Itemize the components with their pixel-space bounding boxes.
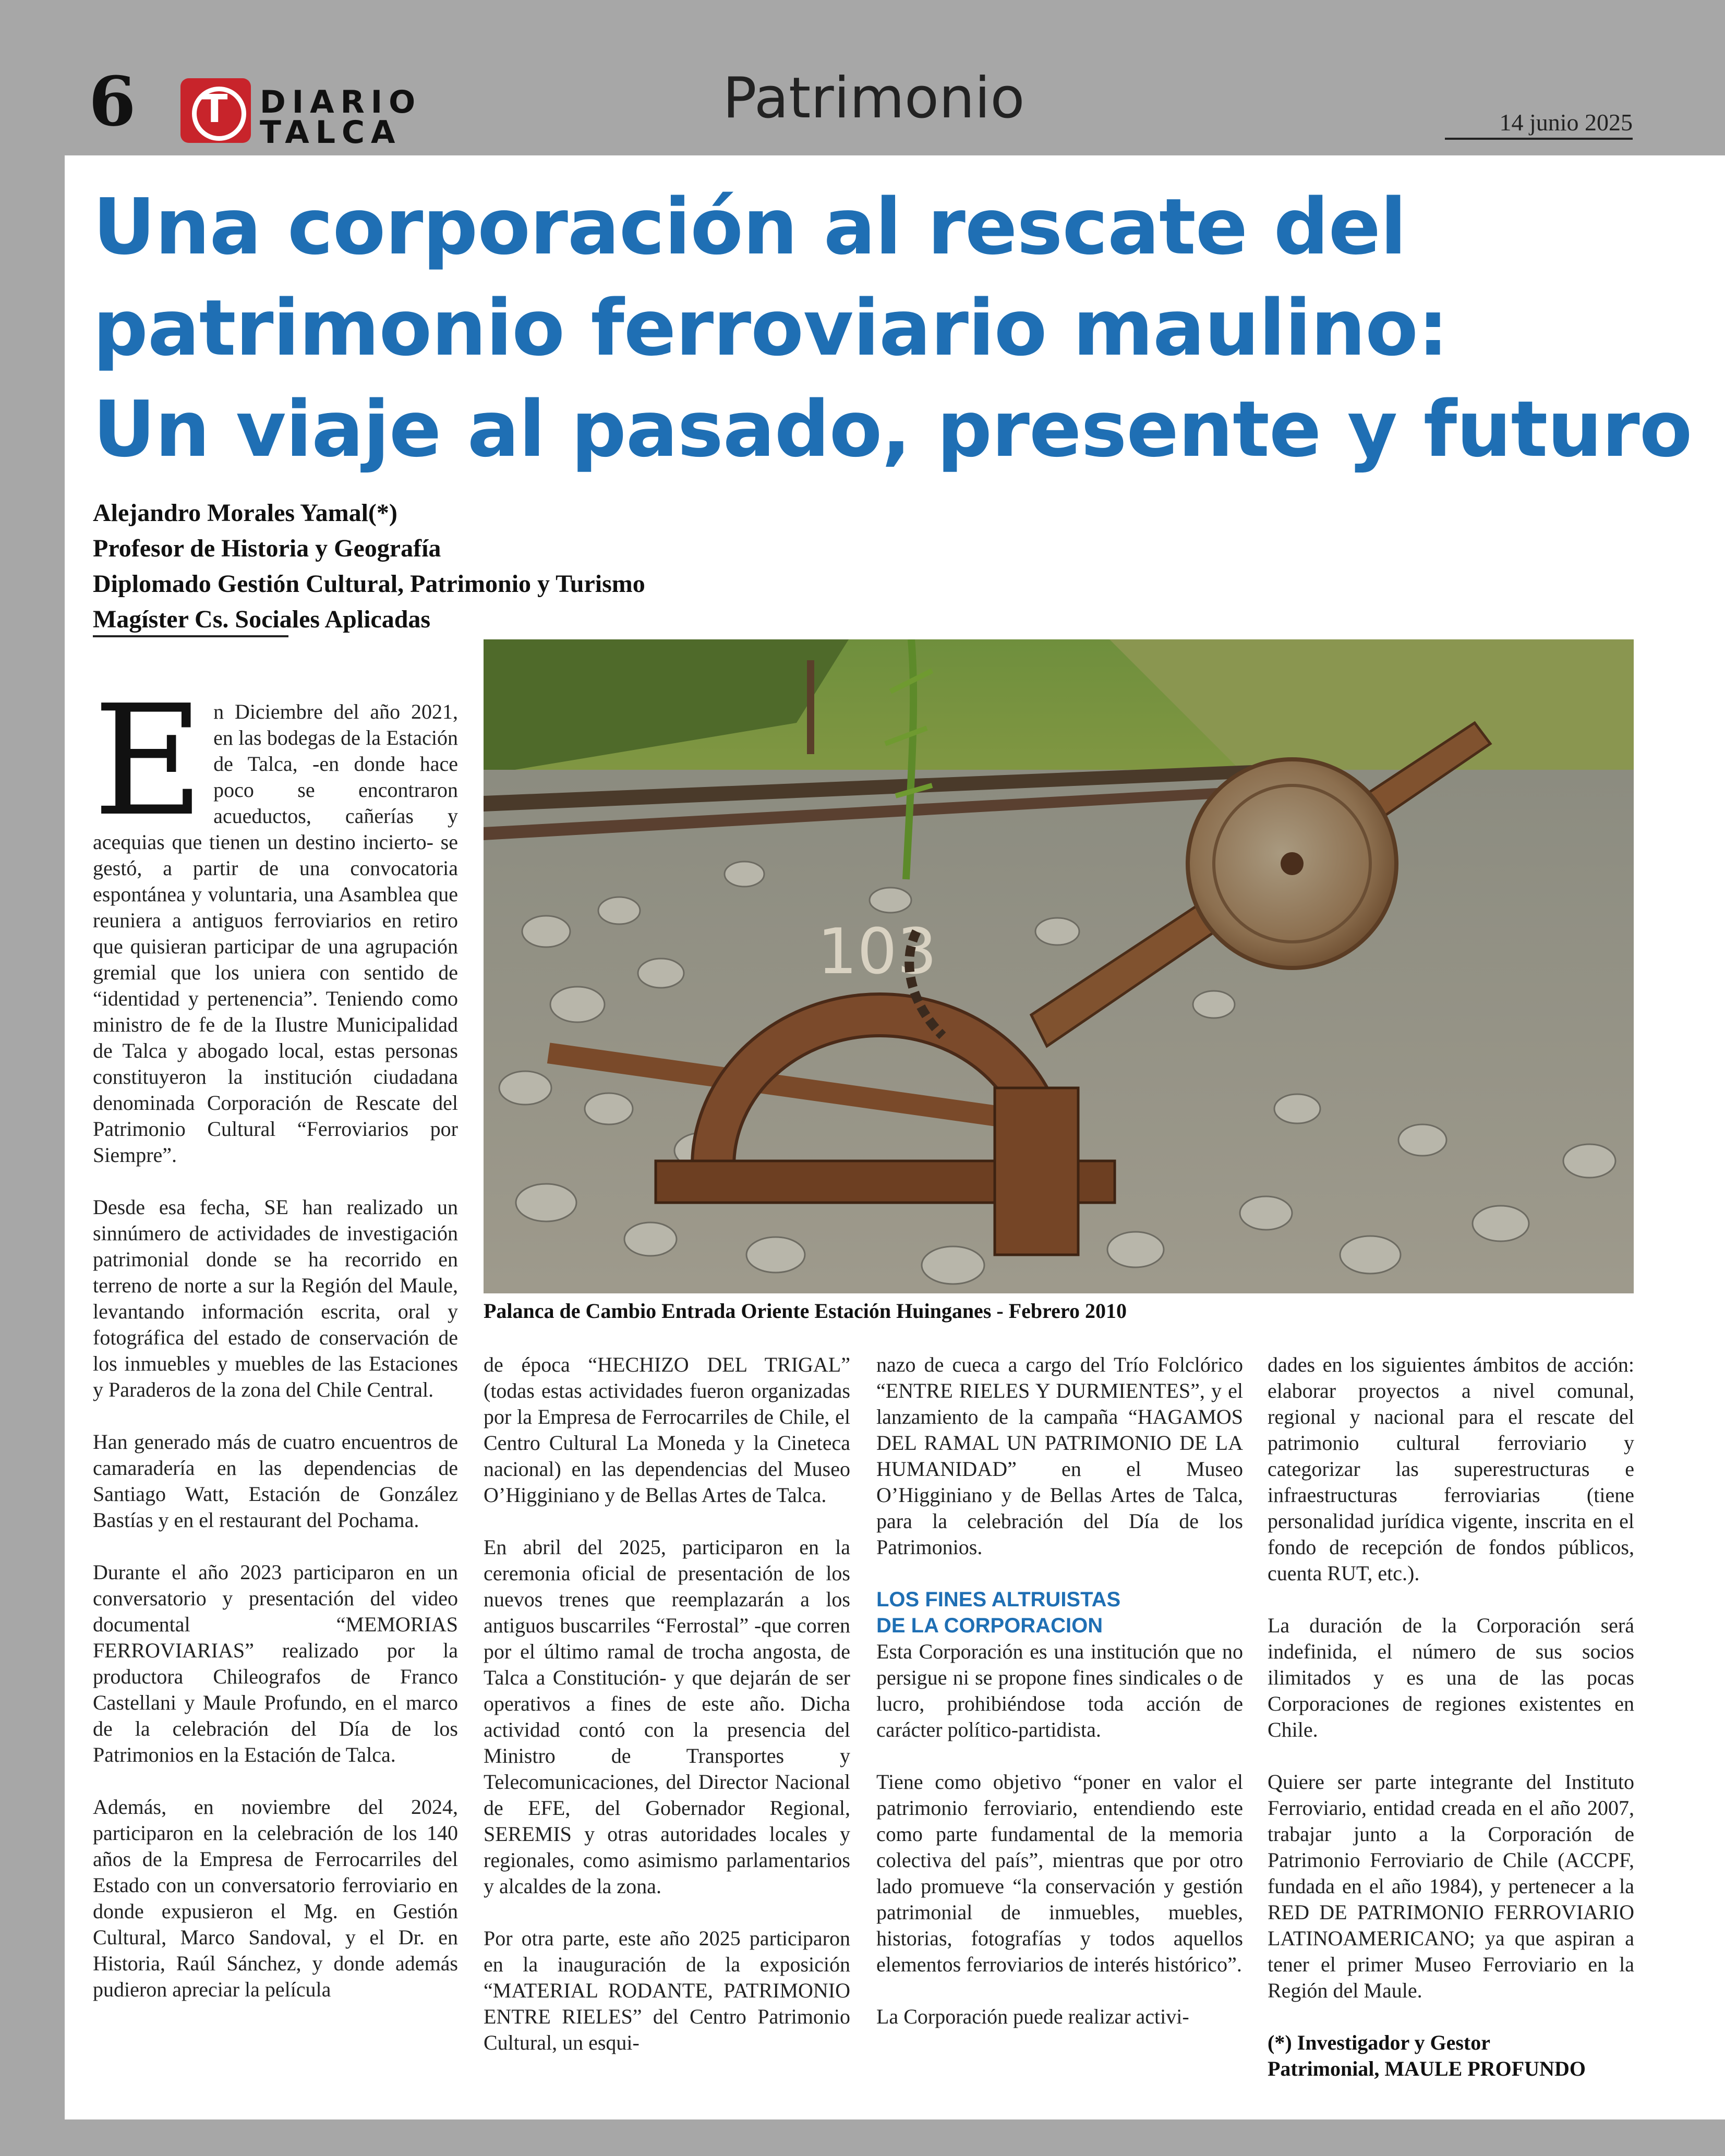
paragraph: de época “HECHIZO DEL TRIGAL” (todas estas actividades fueron organizadas por la Empresa de Ferrocarriles de Chile, el Centro Cultural La Moneda y la Cineteca nacional) en las dependencias del Museo O’Higginiano y de Bellas Artes de Talca.	[484, 1353, 850, 1507]
section-subhead	[876, 1586, 1243, 1639]
paragraph: Quiere ser parte integrante del Instituto Ferroviario, entidad creada en el año 2007, trabajar junto a la Corporación de Patrimonio Ferroviario de Chile (ACCPF, fundada en el año 1984), y pertenecer a la RED DE PATRIMONIO FERROVIARIO LATINOAMERICANO; ya que aspiran a tener el primer Museo Ferroviario en la Región del Maule.	[1268, 1770, 1634, 2002]
article-column-1	[93, 672, 458, 2003]
author-credential: Profesor de Historia y Geografía	[93, 535, 441, 562]
footnote-line: Patrimonial, MAULE PROFUNDO	[1268, 2057, 1586, 2080]
paragraph: En abril del 2025, participaron en la ceremonia oficial de presentación de los nuevos trenes que reemplazarán a los antiguos buscarriles “Ferrostal” -que corren por el último ramal de trocha angosta, de Talca a Constitución- y que dejarán de ser operativos a fines de este año. Dicha actividad contó con la presencia del Ministro de Transportes y Telecomunicaciones, del Director Nacional de EFE, del Gobernador Regional, SEREMIS y otras autoridades locales y regionales, como asimismo parlamentarios y alcaldes de la zona.	[484, 1535, 850, 1898]
headline-line: Un viaje al pasado, presente y futuro	[93, 384, 1692, 474]
paragraph: Por otra parte, este año 2025 participaron en la inauguración de la exposición “MATERIAL RODANTE, PATRIMONIO ENTRE RIELES” del Centro Patrimonio Cultural, un esqui-	[484, 1927, 850, 2054]
switch-number: 103	[817, 916, 937, 988]
paragraph: Desde esa fecha, SE han realizado un sinnúmero de actividades de investigación patrimonial donde se ha recorrido en terreno de norte a sur la Región del Maule, levantando información escrita, oral y fotográfica del estado de conservación de los inmuebles y muebles de las Estaciones y Paraderos de la zona del Chile Central.	[93, 1195, 458, 1401]
brand-line-1: DIARIO	[260, 84, 422, 120]
photo-caption: Palanca de Cambio Entrada Oriente Estación Huinganes - Febrero 2010	[484, 1299, 1127, 1323]
headline-line: Una corporación al rescate del	[93, 182, 1406, 272]
subhead-line: LOS FINES ALTRUISTAS	[876, 1588, 1121, 1611]
page-number: 6	[89, 62, 136, 141]
paragraph: nazo de cueca a cargo del Trío Folclórico “ENTRE RIELES Y DURMIENTES”, y el lanzamiento de la campaña “HAGAMOS DEL RAMAL UN PATRIMONIO DE LA HUMANIDAD” en el Museo O’Higginiano y de Bellas Artes de Talca, para la celebración del Día de los Patrimonios.	[876, 1353, 1243, 1559]
article-column-3	[876, 1352, 1243, 2030]
paragraph: Durante el año 2023 participaron en un conversatorio y presentación del video documental “MEMORIAS FERROVIARIAS” realizado por la productora Chileografos de Franco Castellani y Maule Profundo, en el marco de la celebración del Día de los Patrimonios en la Estación de Talca.	[93, 1560, 458, 1766]
headline-line: patrimonio ferroviario maulino:	[93, 283, 1449, 373]
author-credential: Diplomado Gestión Cultural, Patrimonio y Turismo	[93, 570, 645, 598]
paragraph-text: n Diciembre del año 2021, en las bodegas de la Estación de Talca, -en donde hace poco se encontraron acueductos, cañerías y acequias que tienen un destino incierto- se gestó, a partir de una convocatoria espontánea y voluntaria, una Asamblea que reuniera a antiguos ferroviarios en retiro que quisieran participar de una agrupación gremial que los uniera con sentido de “identidad y pertenencia”. Teniendo como ministro de fe de la Ilustre Municipalidad de Talca y abogado local, estas personas constituyeron la institución ciudadana denominada Corporación de Rescate del Patrimonio Cultural “Ferroviarios por Siempre”.	[93, 700, 458, 1167]
paragraph: dades en los siguientes ámbitos de acción: elaborar proyectos a nivel comunal, regional y nacional para el rescate del patrimonio cultural ferroviario y categorizar las superestructuras e infraestructuras ferroviarias (tiene personalidad jurídica vigente, inscrita en el fondo de recepción de fondos públicos, cuenta RUT, etc.).	[1268, 1353, 1634, 1585]
article-column-4	[1268, 1352, 1634, 2082]
author-rule	[93, 635, 288, 637]
paragraph: Esta Corporación es una institución que no persigue ni se propone fines sindicales o de lucro, prohibiéndose toda acción de carácter político-partidista.	[876, 1640, 1243, 1741]
article-photo	[484, 639, 1634, 1293]
drop-cap: E	[93, 672, 204, 850]
section-title: Patrimonio	[722, 66, 1025, 131]
paragraph: Tiene como objetivo “poner en valor el patrimonio ferroviario, entendiendo este como parte fundamental de la memoria colectiva del país”, mientras que por otro lado promueve “la conservación y gestión patrimonial de inmuebles, muebles, historias, fotografías y todos aquellos elementos ferroviarios de interés histórico”.	[876, 1770, 1243, 1976]
author-block	[93, 495, 645, 637]
author-name: Alejandro Morales Yamal(*)	[93, 499, 397, 527]
paragraph: Además, en noviembre del 2024, participaron en la celebración de los 140 años de la Empresa de Ferrocarriles del Estado con un conversatorio ferroviario en donde expusieron el Mg. en Gestión Cultural, Marco Sandoval, y el Dr. en Historia, Raúl Sánchez, y donde además pudieron apreciar la película	[93, 1795, 458, 2001]
issue-date: 14 junio 2025	[1499, 109, 1633, 136]
brand-line-2: TALCA	[260, 114, 402, 151]
article-column-2	[484, 1352, 850, 2056]
paragraph: Han generado más de cuatro encuentros de camaradería en las dependencias de Santiago Watt, Estación de González Bastías y en el restaurant del Pochama.	[93, 1430, 458, 1532]
paragraph	[93, 672, 458, 1168]
diario-talca-logo	[180, 78, 251, 143]
paragraph: La Corporación puede realizar activi-	[876, 2005, 1189, 2028]
date-rule	[1445, 138, 1633, 140]
paragraph: La duración de la Corporación será indefinida, el número de sus socios ilimitados y es una de las pocas Corporaciones de regiones existentes en Chile.	[1268, 1614, 1634, 1741]
footnote-line: (*) Investigador y Gestor	[1268, 2031, 1490, 2054]
subhead-line: DE LA CORPORACION	[876, 1614, 1103, 1637]
logo-t-icon: T	[201, 87, 228, 131]
author-footnote	[1268, 2030, 1634, 2082]
headline	[93, 176, 1692, 480]
author-credential: Magíster Cs. Sociales Aplicadas	[93, 605, 431, 633]
